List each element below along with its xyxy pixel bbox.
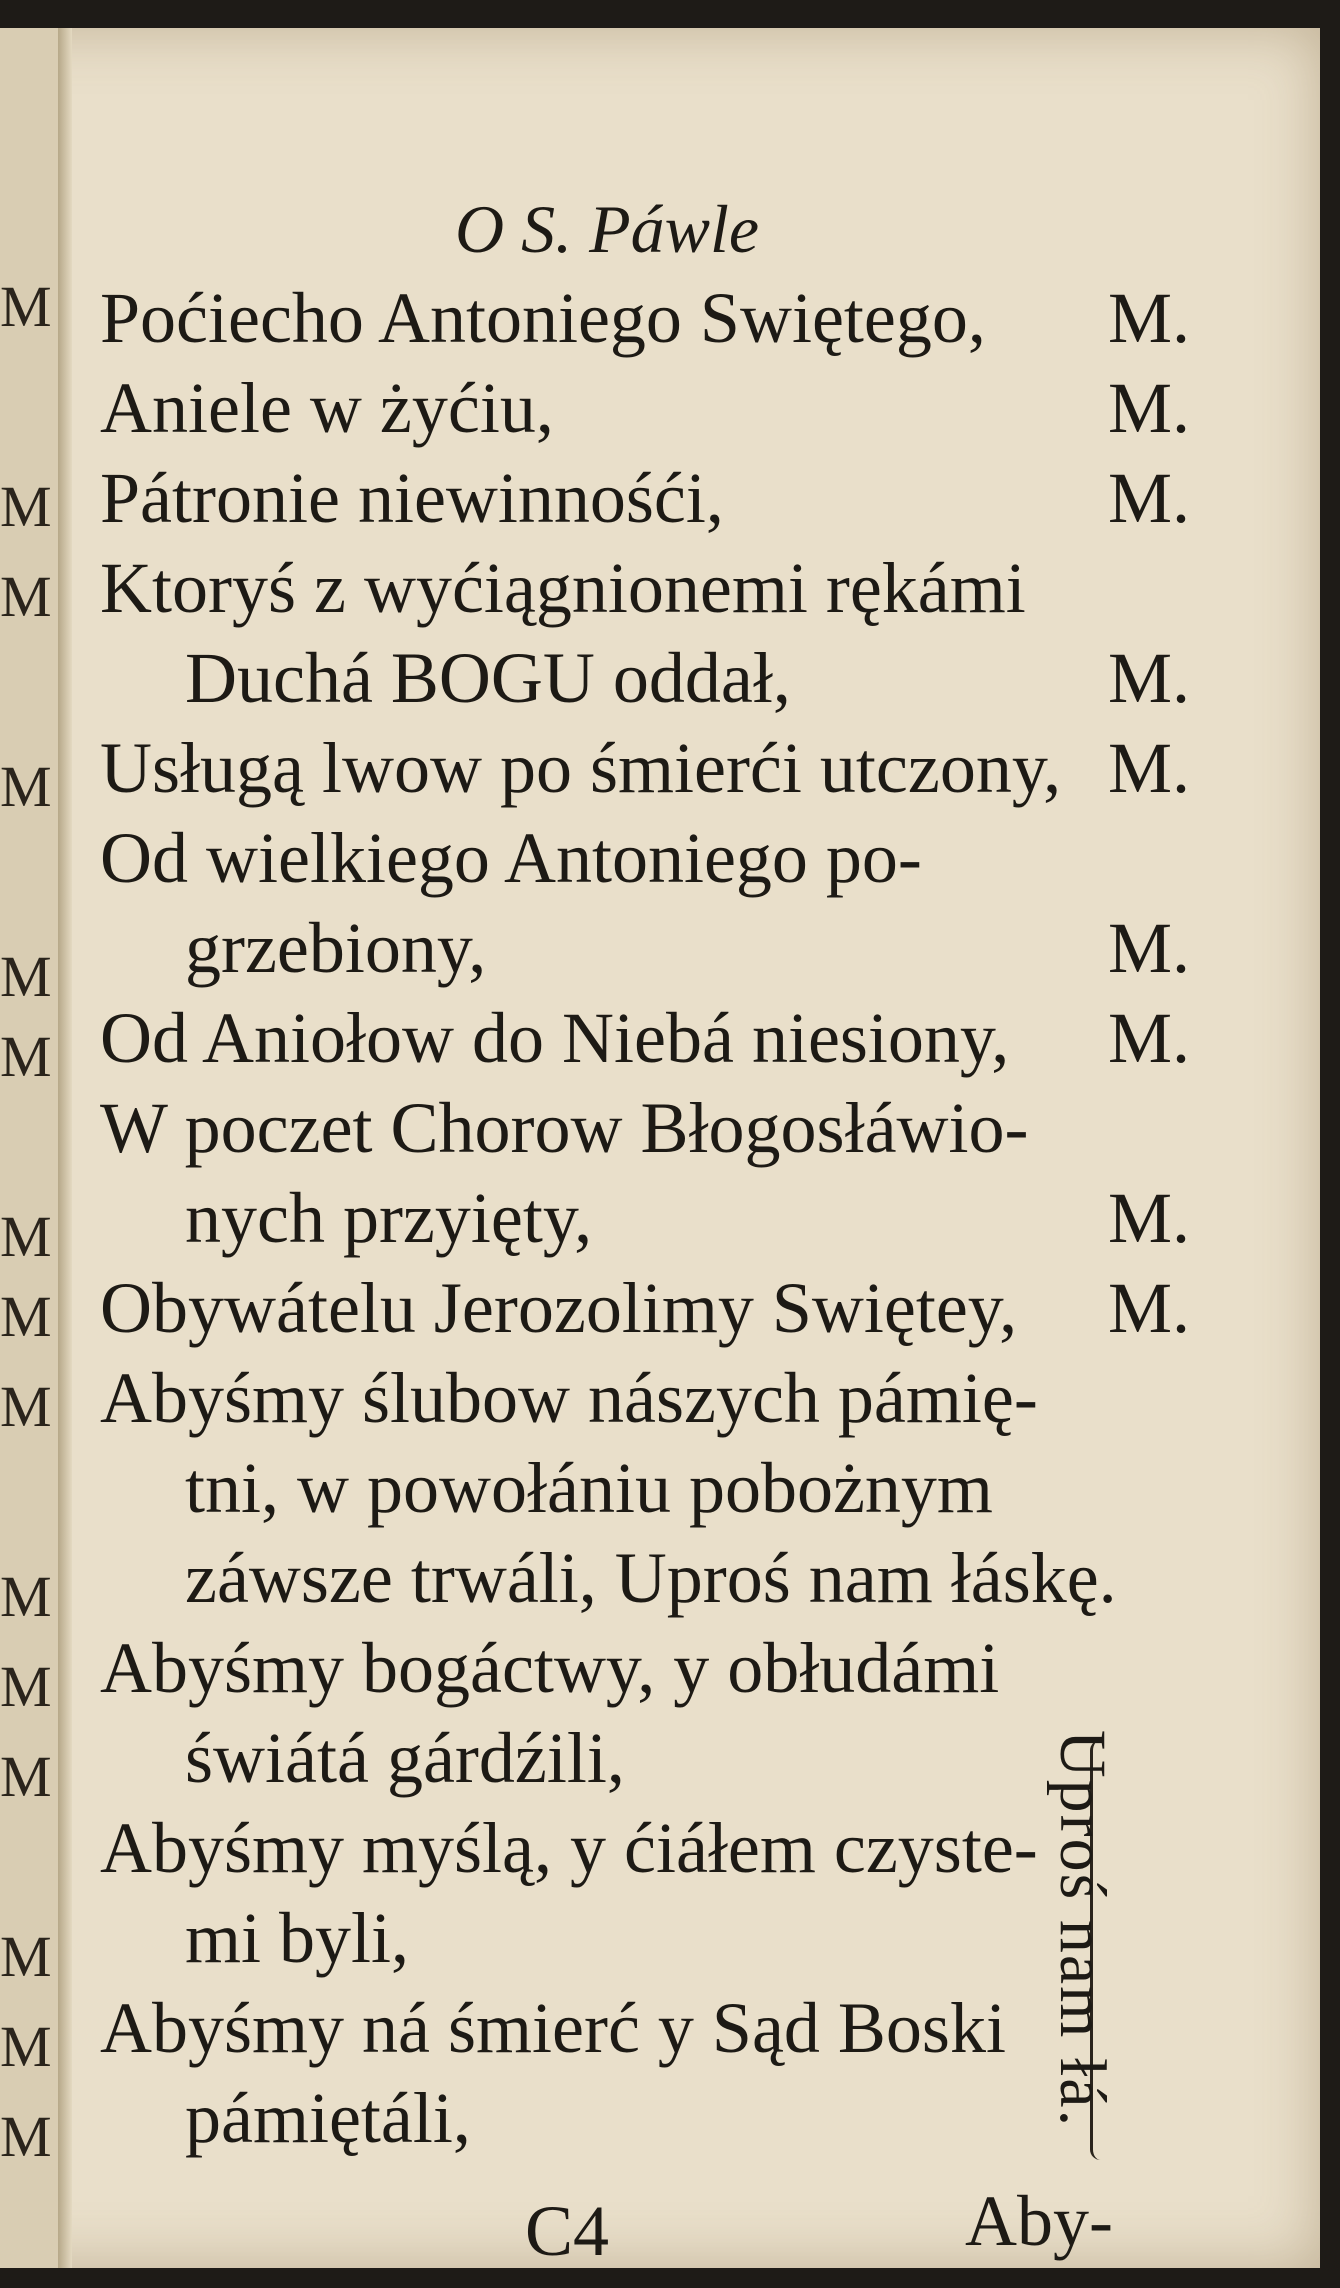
response-marker: M. — [1108, 908, 1191, 988]
margin-letter: M — [0, 1374, 52, 1439]
petition-line: Abyśmy bogáctwy, y obłudámi — [100, 1628, 1000, 1708]
response-marker: M. — [1108, 278, 1191, 358]
petition-line-continued: świátá gárdźili, — [185, 1718, 625, 1798]
margin-letter: M — [0, 474, 52, 539]
response-marker: M. — [1108, 1178, 1191, 1258]
response-marker: M. — [1108, 998, 1191, 1078]
litany-line: Pátronie niewinnośći, — [100, 458, 724, 538]
margin-letter: M — [0, 1204, 52, 1269]
margin-letter: M — [0, 1024, 52, 1089]
litany-line: Obywátelu Jerozolimy Swiętey, — [100, 1268, 1018, 1348]
margin-letter: M — [0, 564, 52, 629]
response-marker: M. — [1108, 638, 1191, 718]
litany-line: W poczet Chorow Błogosłáwio- — [100, 1088, 1029, 1168]
margin-letter: M — [0, 944, 52, 1009]
previous-page-edge — [0, 28, 60, 2268]
litany-line: Od wielkiego Antoniego po- — [100, 818, 922, 898]
litany-line: Aniele w żyćiu, — [100, 368, 554, 448]
margin-letter: M — [0, 1654, 52, 1719]
litany-line: Od Aniołow do Niebá niesiony, — [100, 998, 1010, 1078]
petition-line-continued: tni, w powołániu pobożnym — [185, 1448, 993, 1528]
page-edge-shadow — [1320, 0, 1340, 2288]
response-marker: M. — [1108, 368, 1191, 448]
petition-line-continued: pámiętáli, — [185, 2078, 471, 2158]
petition-line: Abyśmy ślubow nászych pámię- — [100, 1358, 1038, 1438]
book-gutter — [58, 28, 72, 2268]
litany-line-continued: nych przyięty, — [185, 1178, 593, 1258]
litany-line: Usługą lwow po śmierći utczony, — [100, 728, 1062, 808]
petition-line-continued: mi byli, — [185, 1898, 410, 1978]
litany-line-continued: grzebiony, — [185, 908, 487, 988]
margin-letter: M — [0, 1284, 52, 1349]
margin-letter: M — [0, 754, 52, 819]
response-marker: M. — [1108, 458, 1191, 538]
litany-line-continued: Duchá BOGU oddał, — [185, 638, 791, 718]
petition-line: Abyśmy ná śmierć y Sąd Boski — [100, 1988, 1006, 2068]
petition-line-continued: záwsze trwáli, Uproś nam łáskę. — [185, 1538, 1117, 1618]
margin-letter: M — [0, 2104, 52, 2169]
margin-letter: M — [0, 1924, 52, 1989]
margin-letter: M — [0, 1744, 52, 1809]
petition-line: Abyśmy myślą, y ćiáłem czyste- — [100, 1808, 1038, 1888]
running-head: O S. Páwle — [455, 191, 760, 267]
bracket-response: Uproś nam łá. — [1046, 1730, 1119, 2129]
response-marker: M. — [1108, 1268, 1191, 1348]
signature-mark: C4 — [525, 2191, 610, 2271]
margin-letter: M — [0, 1564, 52, 1629]
litany-line: Ktoryś z wyćiągnionemi rękámi — [100, 548, 1026, 628]
catchword: Aby- — [965, 2181, 1113, 2261]
margin-letter: M — [0, 2014, 52, 2079]
margin-letter: M — [0, 274, 52, 339]
response-marker: M. — [1108, 728, 1191, 808]
litany-line: Poćiecho Antoniego Swiętego, — [100, 278, 986, 358]
